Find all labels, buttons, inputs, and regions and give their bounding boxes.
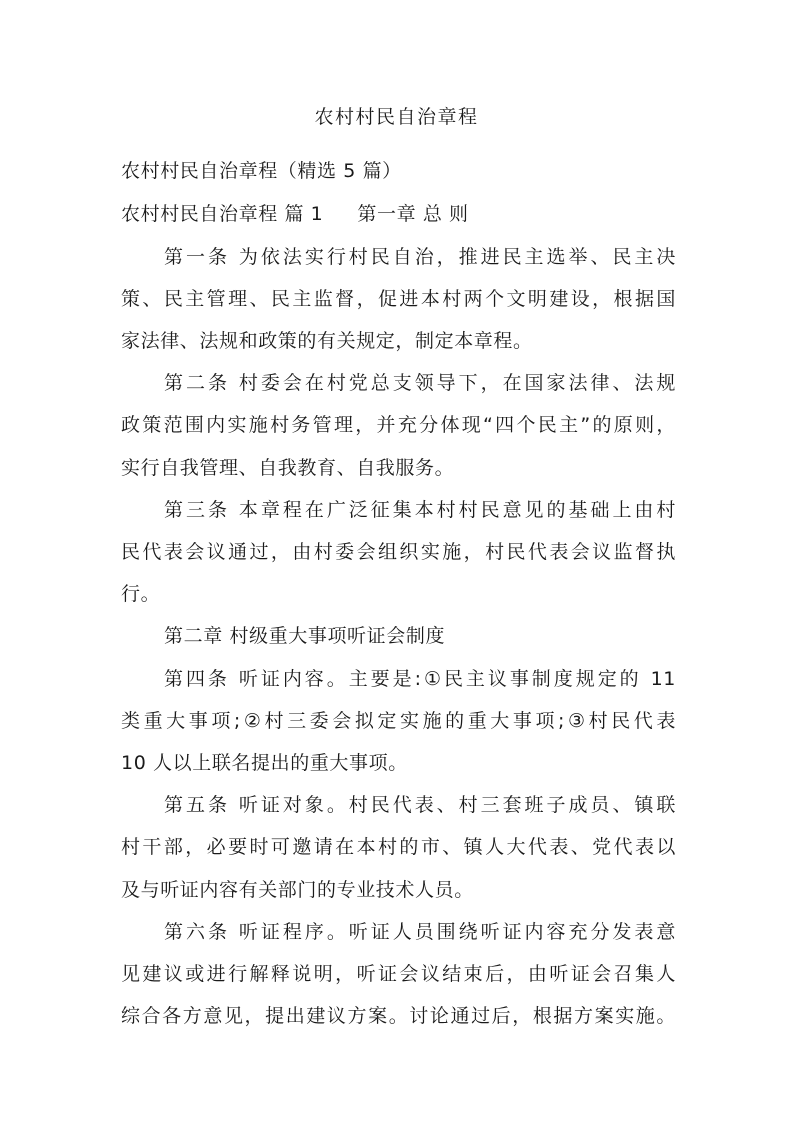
paragraph-line: 民代表会议通过，由村委会组织实施，村民代表会议监督执 bbox=[121, 541, 676, 563]
paragraph-line: 及与听证内容有关部门的专业技术人员。 bbox=[121, 879, 474, 901]
paragraph-line: 第四条 听证内容。主要是:①民主议事制度规定的 11 bbox=[164, 668, 676, 690]
paragraph-line: 类重大事项;②村三委会拟定实施的重大事项;③村民代表 bbox=[121, 710, 676, 732]
paragraph-line: 10 人以上联名提出的重大事项。 bbox=[121, 752, 408, 774]
paragraph-line: 第三条 本章程在广泛征集本村村民意见的基础上由村 bbox=[164, 499, 676, 521]
document-subtitle: 农村村民自治章程（精选 5 篇） bbox=[121, 160, 402, 182]
section-heading-part2: 第一章 总 则 bbox=[357, 203, 469, 225]
section-heading bbox=[121, 200, 676, 228]
paragraph-line: 第一条 为依法实行村民自治，推进民主选举、民主决 bbox=[164, 246, 676, 268]
paragraph-line: 第二条 村委会在村党总支领导下，在国家法律、法规 bbox=[164, 372, 676, 394]
paragraph-line: 村干部，必要时可邀请在本村的市、镇人大代表、党代表以 bbox=[121, 836, 676, 858]
paragraph-line: 政策范围内实施村务管理，并充分体现“四个民主”的原则， bbox=[121, 414, 676, 436]
document-title: 农村村民自治章程 bbox=[314, 106, 479, 128]
paragraph-line: 策、民主管理、民主监督，促进本村两个文明建设，根据国 bbox=[121, 288, 676, 310]
paragraph-line: 综合各方意见，提出建议方案。讨论通过后，根据方案实施。 bbox=[121, 1005, 676, 1027]
paragraph-line: 行。 bbox=[121, 583, 161, 605]
section-heading-part1: 农村村民自治章程 篇 1 bbox=[121, 203, 324, 225]
paragraph-line: 第六条 听证程序。听证人员围绕听证内容充分发表意 bbox=[164, 921, 676, 943]
paragraph-line: 实行自我管理、自我教育、自我服务。 bbox=[121, 457, 455, 479]
paragraph-line: 第五条 听证对象。村民代表、村三套班子成员、镇联 bbox=[164, 794, 676, 816]
paragraph-line: 家法律、法规和政策的有关规定，制定本章程。 bbox=[121, 330, 533, 352]
paragraph-line: 见建议或进行解释说明，听证会议结束后，由听证会召集人 bbox=[121, 963, 676, 985]
chapter-heading: 第二章 村级重大事项听证会制度 bbox=[164, 625, 446, 647]
